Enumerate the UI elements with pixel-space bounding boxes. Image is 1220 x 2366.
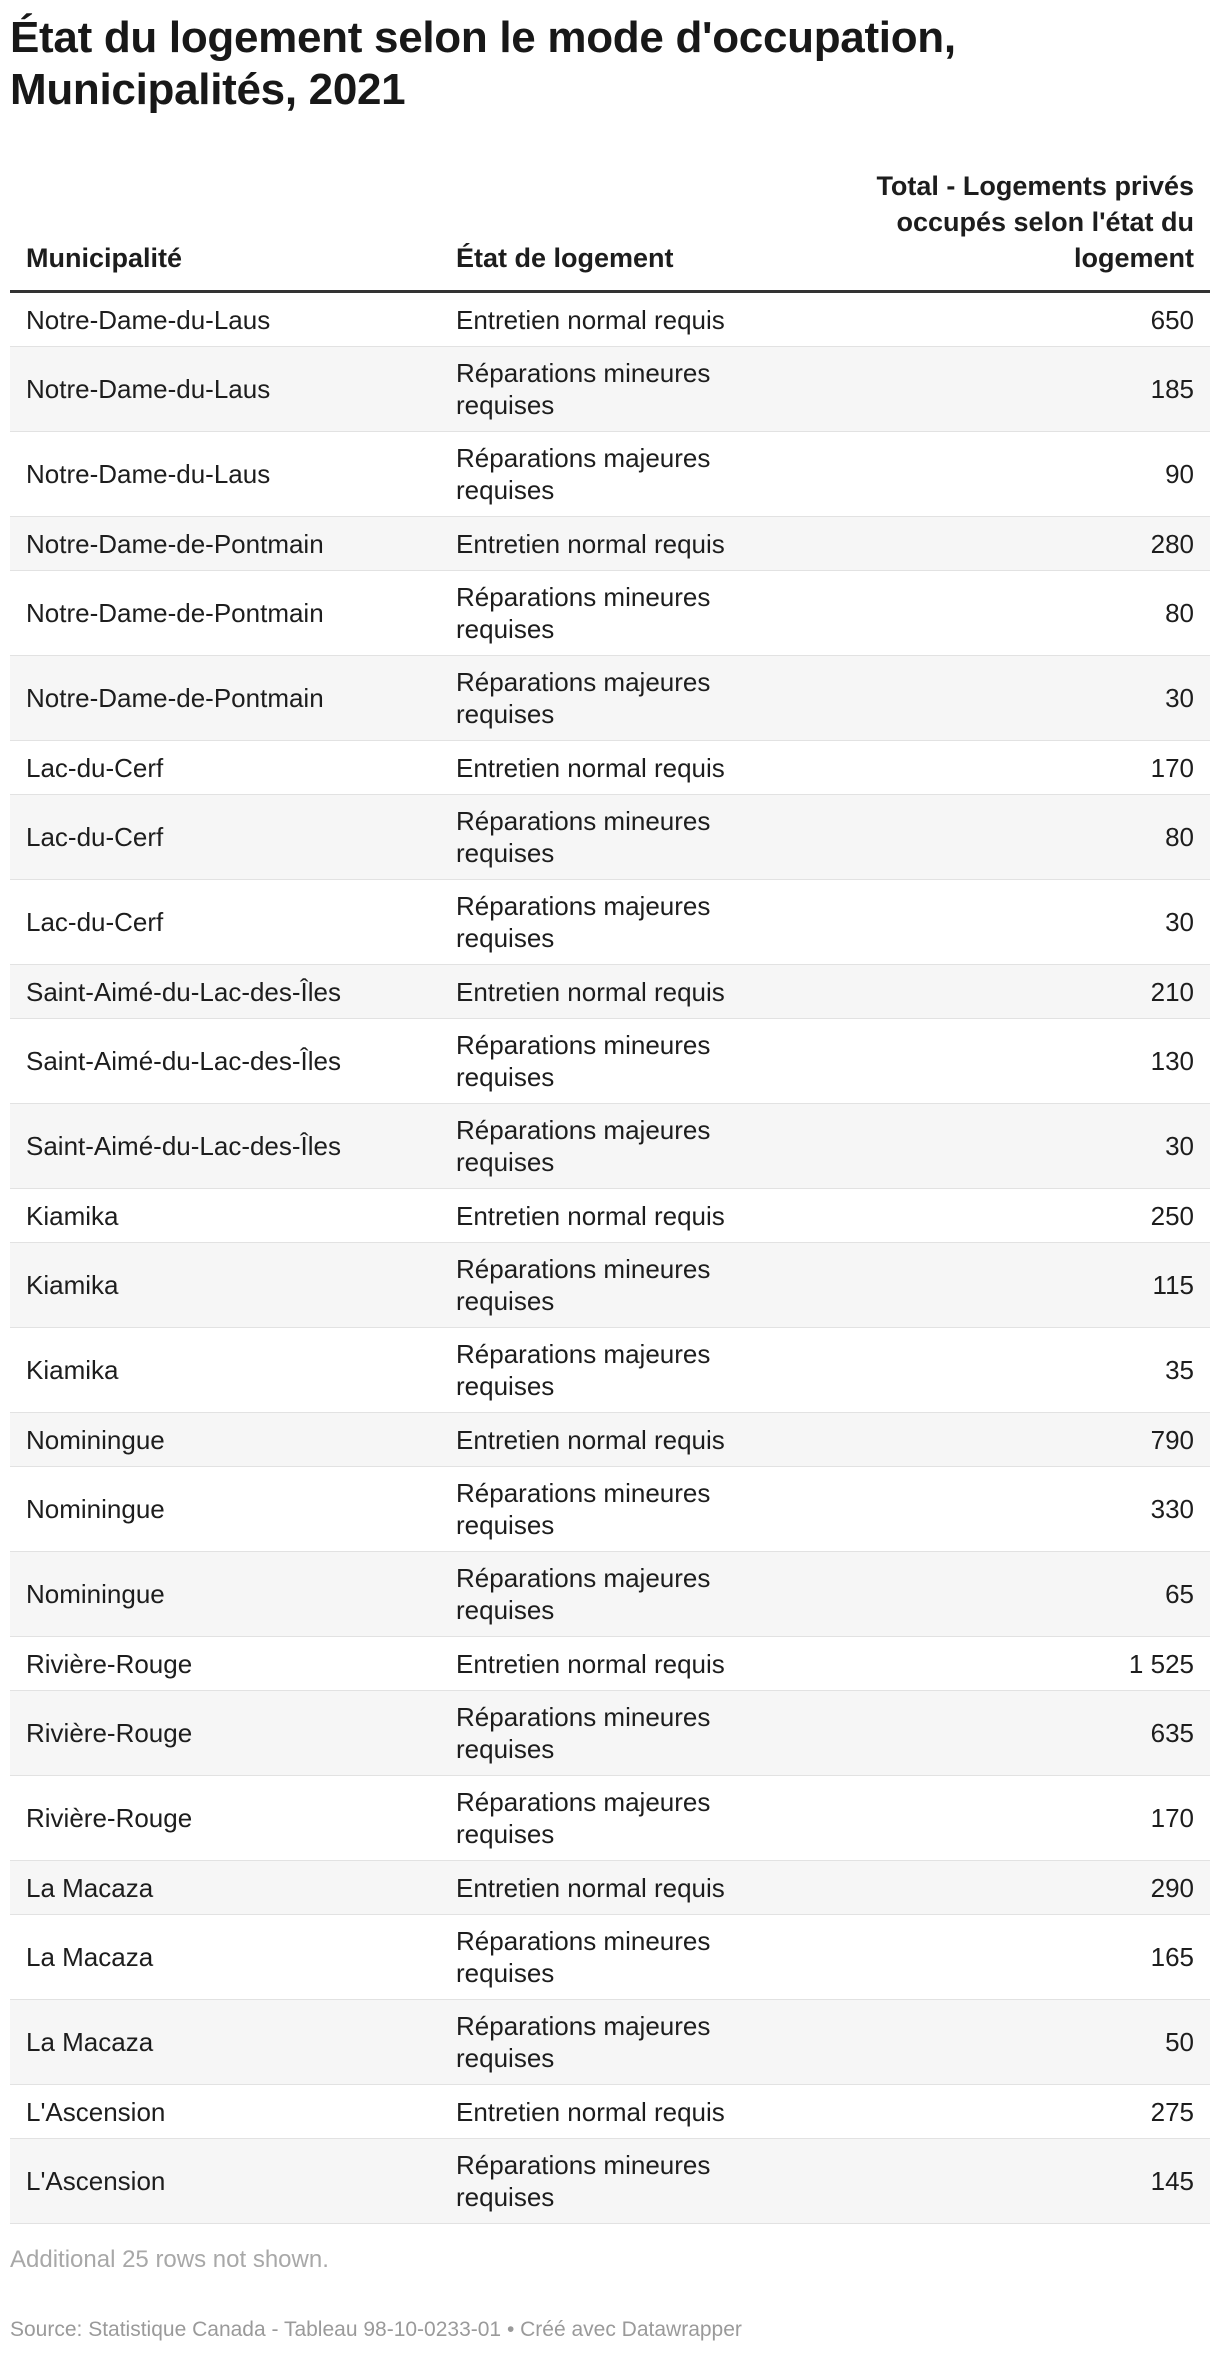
cell-municipality: La Macaza (10, 1915, 440, 2000)
cell-state-text: Réparations mineures requises (456, 1254, 711, 1316)
cell-municipality: Saint-Aimé-du-Lac-des-Îles (10, 965, 440, 1019)
cell-state-text: Réparations mineures requises (456, 358, 711, 420)
cell-municipality: Saint-Aimé-du-Lac-des-Îles (10, 1104, 440, 1189)
cell-state (440, 1243, 800, 1328)
cell-state-text: Réparations majeures requises (456, 891, 711, 953)
cell-state-text: Réparations majeures requises (456, 1115, 711, 1177)
cell-total: 210 (800, 965, 1210, 1019)
cell-municipality: L'Ascension (10, 2139, 440, 2224)
cell-state-text: Réparations mineures requises (456, 806, 711, 868)
cell-state-text: Réparations majeures requises (456, 443, 711, 505)
cell-state-text: Réparations majeures requises (456, 1563, 711, 1625)
table-row (10, 432, 1210, 517)
table-body (10, 292, 1210, 2224)
table-row (10, 741, 1210, 795)
cell-state (440, 1552, 800, 1637)
cell-state-text: Réparations majeures requises (456, 2011, 711, 2073)
table-row (10, 1019, 1210, 1104)
cell-state-text: Entretien normal requis (456, 1872, 725, 1903)
cell-state-text: Réparations majeures requises (456, 667, 711, 729)
cell-municipality: Notre-Dame-de-Pontmain (10, 571, 440, 656)
cell-state (440, 1467, 800, 1552)
source-footer: Source: Statistique Canada - Tableau 98-10-0233-01 • Créé avec Datawrapper (10, 2318, 742, 2341)
chart-title: État du logement selon le mode d'occupation, Municipalités, 2021 (10, 13, 956, 114)
table-row (10, 656, 1210, 741)
column-header-state[interactable]: État de logement (440, 168, 800, 292)
cell-municipality: Saint-Aimé-du-Lac-des-Îles (10, 1019, 440, 1104)
cell-total: 635 (800, 1691, 1210, 1776)
table-row (10, 1915, 1210, 2000)
cell-municipality: Rivière-Rouge (10, 1637, 440, 1691)
table-header-row (10, 168, 1210, 292)
cell-municipality: Lac-du-Cerf (10, 880, 440, 965)
cell-total: 115 (800, 1243, 1210, 1328)
cell-total: 170 (800, 1776, 1210, 1861)
cell-state (440, 517, 800, 571)
cell-state (440, 741, 800, 795)
cell-municipality: La Macaza (10, 1861, 440, 1915)
cell-municipality: L'Ascension (10, 2085, 440, 2139)
cell-total: 130 (800, 1019, 1210, 1104)
table-row (10, 1637, 1210, 1691)
cell-state (440, 1328, 800, 1413)
cell-total: 650 (800, 292, 1210, 347)
cell-total: 170 (800, 741, 1210, 795)
cell-total: 290 (800, 1861, 1210, 1915)
cell-state (440, 571, 800, 656)
table-row (10, 1776, 1210, 1861)
cell-state-text: Réparations mineures requises (456, 1030, 711, 1092)
cell-state (440, 965, 800, 1019)
cell-total: 250 (800, 1189, 1210, 1243)
cell-state (440, 1637, 800, 1691)
cell-state (440, 880, 800, 965)
cell-state (440, 1915, 800, 2000)
cell-state-text: Réparations majeures requises (456, 1787, 711, 1849)
cell-state (440, 656, 800, 741)
table-row (10, 2000, 1210, 2085)
cell-municipality: Kiamika (10, 1328, 440, 1413)
cell-total: 165 (800, 1915, 1210, 2000)
cell-total: 280 (800, 517, 1210, 571)
cell-state (440, 1861, 800, 1915)
cell-state-text: Entretien normal requis (456, 976, 725, 1007)
cell-state (440, 292, 800, 347)
table-row (10, 1189, 1210, 1243)
cell-total: 90 (800, 432, 1210, 517)
table-row (10, 2139, 1210, 2224)
cell-municipality: Notre-Dame-du-Laus (10, 432, 440, 517)
cell-total: 30 (800, 656, 1210, 741)
cell-total: 65 (800, 1552, 1210, 1637)
column-header-municipality[interactable]: Municipalité (10, 168, 440, 292)
cell-state-text: Entretien normal requis (456, 1648, 725, 1679)
cell-total: 50 (800, 2000, 1210, 2085)
cell-municipality: La Macaza (10, 2000, 440, 2085)
cell-municipality: Notre-Dame-du-Laus (10, 292, 440, 347)
cell-state (440, 1189, 800, 1243)
cell-state (440, 1019, 800, 1104)
cell-state (440, 432, 800, 517)
table-row (10, 1328, 1210, 1413)
table-row (10, 880, 1210, 965)
table-row (10, 1691, 1210, 1776)
cell-total: 80 (800, 795, 1210, 880)
table-row (10, 1243, 1210, 1328)
table-row (10, 517, 1210, 571)
cell-municipality: Kiamika (10, 1243, 440, 1328)
cell-state (440, 1691, 800, 1776)
column-header-total-label: Total - Logements privés occupés selon l'état du logement (876, 171, 1194, 273)
cell-state (440, 347, 800, 432)
cell-state-text: Entretien normal requis (456, 1200, 725, 1231)
cell-state-text: Réparations mineures requises (456, 1702, 711, 1764)
table-row (10, 965, 1210, 1019)
table-row (10, 1413, 1210, 1467)
cell-state-text: Réparations majeures requises (456, 1339, 711, 1401)
cell-state (440, 2139, 800, 2224)
cell-total: 145 (800, 2139, 1210, 2224)
cell-state-text: Réparations mineures requises (456, 582, 711, 644)
cell-total: 30 (800, 880, 1210, 965)
cell-state (440, 2085, 800, 2139)
cell-municipality: Nominingue (10, 1413, 440, 1467)
cell-municipality: Rivière-Rouge (10, 1776, 440, 1861)
cell-total: 275 (800, 2085, 1210, 2139)
cell-state-text: Réparations mineures requises (456, 1926, 711, 1988)
cell-total: 80 (800, 571, 1210, 656)
cell-state-text: Entretien normal requis (456, 752, 725, 783)
table-row (10, 292, 1210, 347)
table-row (10, 1861, 1210, 1915)
cell-state-text: Entretien normal requis (456, 1424, 725, 1455)
cell-municipality: Notre-Dame-de-Pontmain (10, 656, 440, 741)
cell-state (440, 795, 800, 880)
cell-state-text: Entretien normal requis (456, 304, 725, 335)
cell-state (440, 1413, 800, 1467)
rows-hidden-note: Additional 25 rows not shown. (10, 2246, 329, 2273)
cell-state-text: Réparations mineures requises (456, 2150, 711, 2212)
cell-municipality: Lac-du-Cerf (10, 741, 440, 795)
cell-state-text: Entretien normal requis (456, 528, 725, 559)
cell-municipality: Rivière-Rouge (10, 1691, 440, 1776)
column-header-total[interactable] (800, 168, 1210, 292)
cell-state (440, 1776, 800, 1861)
cell-total: 330 (800, 1467, 1210, 1552)
cell-municipality: Notre-Dame-du-Laus (10, 347, 440, 432)
table-row (10, 571, 1210, 656)
cell-total: 790 (800, 1413, 1210, 1467)
cell-municipality: Lac-du-Cerf (10, 795, 440, 880)
table-row (10, 2085, 1210, 2139)
cell-state (440, 2000, 800, 2085)
cell-municipality: Nominingue (10, 1552, 440, 1637)
cell-state-text: Réparations mineures requises (456, 1478, 711, 1540)
table-row (10, 1552, 1210, 1637)
table-row (10, 1467, 1210, 1552)
cell-municipality: Kiamika (10, 1189, 440, 1243)
data-table (10, 168, 1210, 2224)
cell-total: 35 (800, 1328, 1210, 1413)
table-row (10, 1104, 1210, 1189)
cell-total: 185 (800, 347, 1210, 432)
cell-municipality: Notre-Dame-de-Pontmain (10, 517, 440, 571)
cell-state (440, 1104, 800, 1189)
cell-municipality: Nominingue (10, 1467, 440, 1552)
table-row (10, 795, 1210, 880)
table-row (10, 347, 1210, 432)
cell-total: 1 525 (800, 1637, 1210, 1691)
cell-total: 30 (800, 1104, 1210, 1189)
cell-state-text: Entretien normal requis (456, 2096, 725, 2127)
